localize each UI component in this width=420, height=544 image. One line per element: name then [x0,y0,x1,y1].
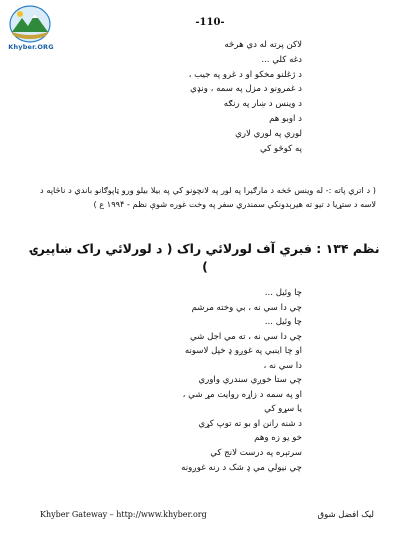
page-footer [40,510,374,520]
poem-line: د شنه رانن او بو ته توپ کړي [198,418,302,429]
poem-line: د اوبو هم [269,113,302,124]
poem-line: چي نيولي مي ډ شک د رنه غوږونه [181,462,302,473]
page-number: -110- [195,17,225,28]
logo-text: Khyber.ORG [8,43,54,51]
poem-line: سرتېره په درست لانج کي [210,448,302,459]
poem-line: لاکن پرته له دي هرڅه [224,40,302,50]
poem-line: يا سړو کي [264,404,302,415]
poem-line: خو يو زه وهم [254,433,302,444]
poem-line: دا سي نه ، [263,360,302,371]
footer-url-link[interactable]: Khyber Gateway – http://www.khyber.org [40,510,207,519]
poem-line: د غمرونو د مزل په سمه ، ونډي [190,84,302,95]
poem-line: چي دا سي نه ، ته مي اجل شي [189,331,302,342]
poem-note: ( د اتري پاته :- له وينس څخه د مارګيرا په لور په لانچونو کي په بيلا بيلو ورو ټاپوګانو باندي د ناڅاپه د لاسه د ستړيا د تيو ته هيرېدونکي سمندري سفر په وخت غوره شوې نظم - ۱۹۹۴ ع ) [40,185,376,209]
poem-line: دغه کلي ... [261,54,302,65]
poem-line: چي ستا خوږي سندري واوري [198,375,302,386]
poem-line: د ژغلنو مخکو او د غرو په جيب ، [188,69,302,80]
poem-heading: نظم ۱۳۴ : فبري آف لورلائي راک ( د لورلائي راک ښاپيرۍ ) [30,241,380,274]
poem-line: چا وئيل ... [264,317,302,328]
poem-line: او چا اينبي په غوږو ډ خپل لاسونه [184,346,302,357]
poem-line: د وينس د ښار په رنګه [223,99,302,110]
poem-stanza-top [62,38,302,156]
poem-line: لوري په لوري لاري [235,128,302,139]
poem-line: چي دا سي نه ، بي وخته مرشم [191,302,302,313]
poem-line: او په سمه د زاړه روايت مړ شي ، [182,389,302,400]
poem-line: په کوڅو کي [260,143,302,154]
poem-stanza-main [62,286,302,475]
poem-line: چا وئيل ... [264,288,302,298]
footer-author: ليک افضل شوق [317,510,374,520]
